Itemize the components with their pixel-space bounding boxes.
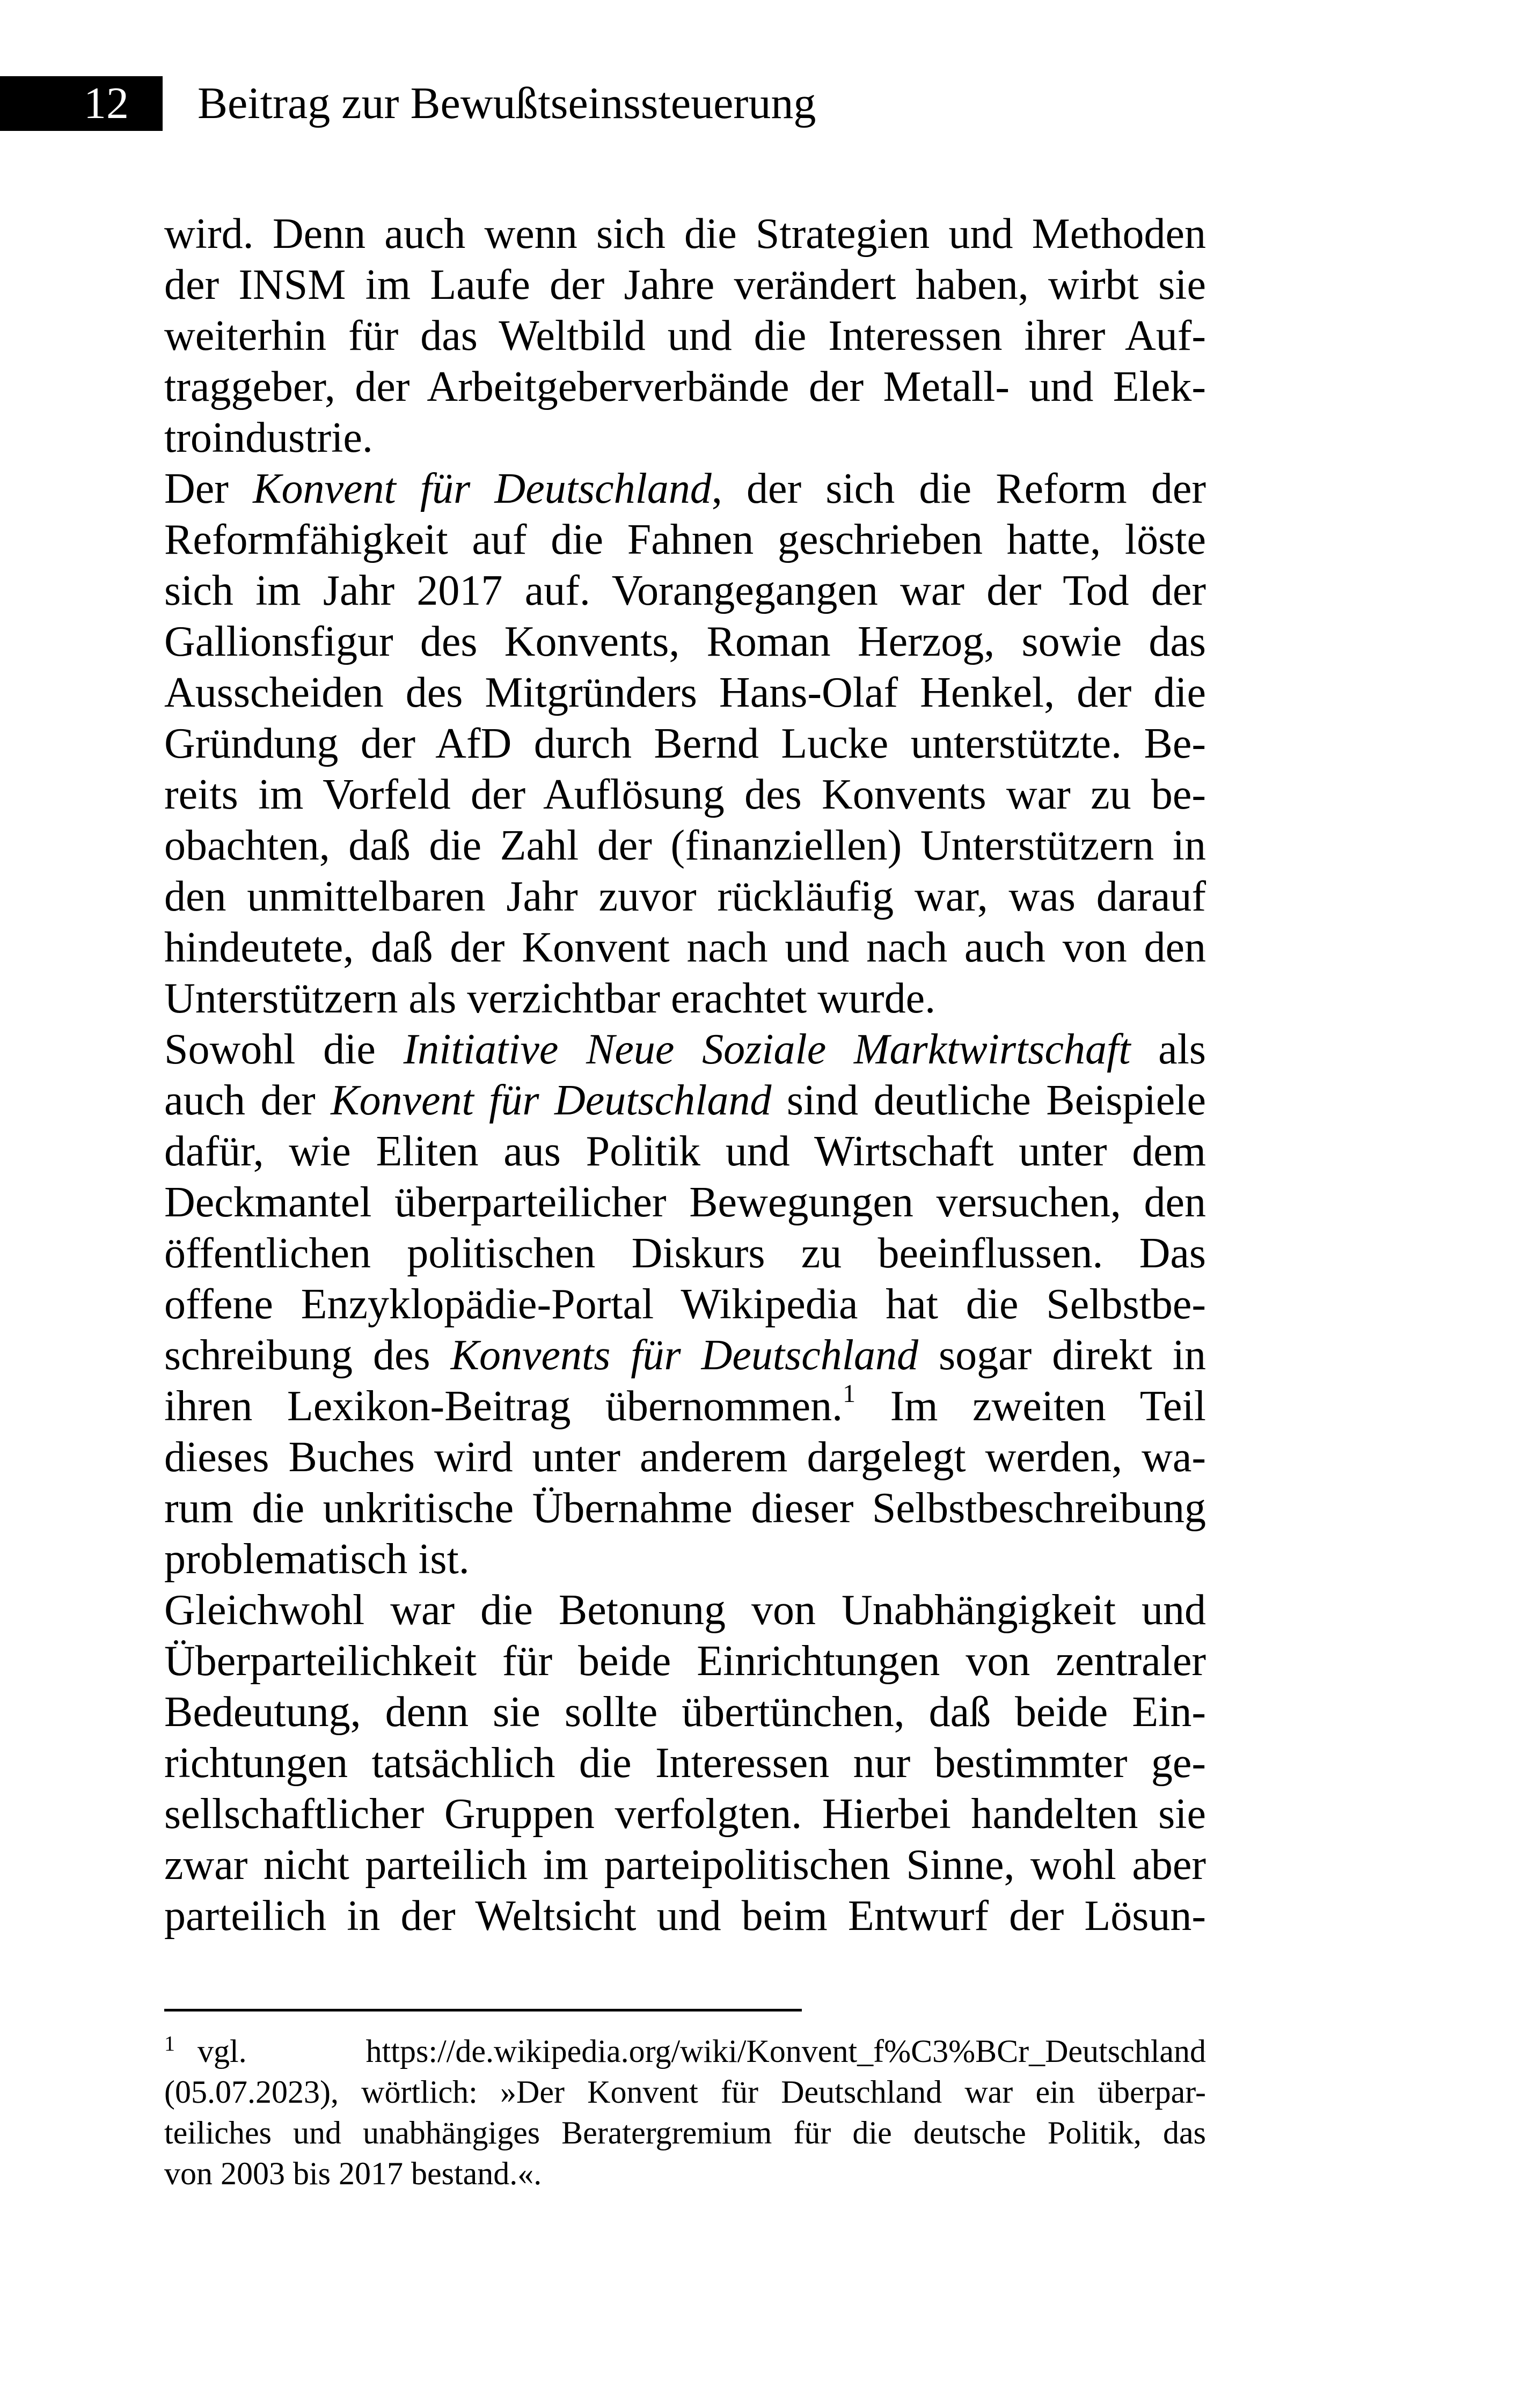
text-segment: sellschaftlicher Gruppen verfolgten. Hierbei handelten sie xyxy=(164,1790,1206,1838)
text-line xyxy=(164,769,1206,820)
text-segment: traggeber, der Arbeitgeberverbände der Metall- und Elek- xyxy=(164,363,1206,410)
italic-text: Konvent für Deutschland xyxy=(331,1077,772,1124)
text-segment: sich im Jahr 2017 auf. Vorangegangen war der Tod der xyxy=(164,567,1206,614)
text-line xyxy=(164,1891,1206,1942)
text-line xyxy=(164,1177,1206,1228)
body-text xyxy=(164,209,1206,1942)
text-line xyxy=(164,260,1206,311)
text-segment: Im zweiten Teil xyxy=(855,1383,1206,1430)
text-line xyxy=(164,1381,1206,1432)
text-line xyxy=(164,1789,1206,1840)
text-segment: parteilich in der Weltsicht und beim Entwurf der Lösun- xyxy=(164,1892,1206,1940)
text-segment: als xyxy=(1130,1026,1206,1073)
text-line xyxy=(164,1279,1206,1330)
footnote-reference: 1 xyxy=(843,1379,856,1408)
text-segment: schreibung des xyxy=(164,1332,451,1379)
text-segment: Ausscheiden des Mitgründers Hans-Olaf Henkel, der die xyxy=(164,669,1206,716)
text-segment: Reformfähigkeit auf die Fahnen geschrieben hatte, löste xyxy=(164,516,1206,563)
text-segment: der INSM im Laufe der Jahre verändert haben, wirbt sie xyxy=(164,261,1206,309)
text-line xyxy=(164,820,1206,871)
text-segment: dafür, wie Eliten aus Politik und Wirtschaft unter dem xyxy=(164,1128,1206,1175)
text-line xyxy=(164,1687,1206,1738)
text-segment: rum die unkritische Übernahme dieser Selbstbeschreibung xyxy=(164,1485,1206,1532)
text-segment: sind deutliche Beispiele xyxy=(771,1077,1206,1124)
text-line xyxy=(164,973,1206,1024)
text-segment: den unmittelbaren Jahr zuvor rückläufig war, was darauf xyxy=(164,873,1206,920)
text-segment: troindustrie. xyxy=(164,414,373,461)
text-segment: öffentlichen politischen Diskurs zu beeinflussen. Das xyxy=(164,1230,1206,1277)
text-line xyxy=(164,616,1206,667)
text-line xyxy=(164,1585,1206,1636)
footnote-line: von 2003 bis 2017 bestand.«. xyxy=(164,2156,542,2191)
text-segment: Bedeutung, denn sie sollte übertünchen, daß beide Ein- xyxy=(164,1688,1206,1736)
text-segment: weiterhin für das Weltbild und die Interessen ihrer Auf- xyxy=(164,312,1206,359)
footnote-rule xyxy=(164,2009,802,2011)
text-line xyxy=(164,1483,1206,1534)
text-line xyxy=(164,1330,1206,1381)
text-segment: offene Enzyklopädie-Portal Wikipedia hat die Selbstbe- xyxy=(164,1281,1206,1328)
text-line xyxy=(164,1126,1206,1177)
text-line xyxy=(164,362,1206,413)
text-segment: zwar nicht parteilich im parteipolitischen Sinne, wohl aber xyxy=(164,1841,1206,1889)
footnote-line: teiliches und unabhängiges Beratergremium für die deutsche Politik, das xyxy=(164,2115,1206,2150)
text-line xyxy=(164,667,1206,718)
text-line xyxy=(164,1075,1206,1126)
text-segment: , der sich die Reform der xyxy=(711,465,1206,512)
text-line xyxy=(164,718,1206,769)
italic-text: Initiative Neue Soziale Marktwirtschaft xyxy=(403,1026,1131,1073)
text-line xyxy=(164,311,1206,362)
text-line xyxy=(164,515,1206,566)
text-segment: Gründung der AfD durch Bernd Lucke unterstützte. Be- xyxy=(164,720,1206,767)
text-segment: Unterstützern als verzichtbar erachtet wurde. xyxy=(164,975,936,1022)
text-line xyxy=(164,1228,1206,1279)
text-line xyxy=(164,922,1206,973)
footnote-marker: 1 xyxy=(164,2031,175,2055)
text-line xyxy=(164,1738,1206,1789)
text-segment: sogar direkt in xyxy=(918,1332,1206,1379)
text-line xyxy=(164,1840,1206,1891)
text-line xyxy=(164,1024,1206,1075)
footnote-line: (05.07.2023), wörtlich: »Der Konvent für Deutschland war ein überpar- xyxy=(164,2074,1206,2110)
text-line xyxy=(164,413,1206,464)
text-segment: problematisch ist. xyxy=(164,1536,470,1583)
text-segment: Gleichwohl war die Betonung von Unabhängigkeit und xyxy=(164,1587,1206,1634)
page-number: 12 xyxy=(84,78,129,128)
text-segment: Der xyxy=(164,465,253,512)
text-segment: Sowohl die xyxy=(164,1026,404,1073)
text-segment: obachten, daß die Zahl der (finanziellen) Unterstützern in xyxy=(164,822,1206,869)
text-segment: wird. Denn auch wenn sich die Strategien und Methoden xyxy=(164,210,1206,258)
running-title: Beitrag zur Bewußtseinssteuerung xyxy=(198,78,816,128)
text-line xyxy=(164,1432,1206,1483)
text-line xyxy=(164,464,1206,515)
italic-text: Konvents für Deutschland xyxy=(450,1332,918,1379)
text-segment: auch der xyxy=(164,1077,331,1124)
text-line xyxy=(164,871,1206,922)
text-segment: Gallionsfigur des Konvents, Roman Herzog, sowie das xyxy=(164,618,1206,665)
text-line xyxy=(164,1636,1206,1687)
footnote xyxy=(164,2031,1206,2194)
text-line xyxy=(164,566,1206,616)
text-segment: reits im Vorfeld der Auflösung des Konvents war zu be- xyxy=(164,771,1206,818)
footnote-line: vgl. https://de.wikipedia.org/wiki/Konvent_f%C3%BCr_Deutschland xyxy=(198,2033,1206,2069)
text-segment: Deckmantel überparteilicher Bewegungen versuchen, den xyxy=(164,1179,1206,1226)
text-segment: Überparteilichkeit für beide Einrichtungen von zentraler xyxy=(164,1638,1206,1685)
text-segment: dieses Buches wird unter anderem dargelegt werden, wa- xyxy=(164,1434,1206,1481)
text-segment: richtungen tatsächlich die Interessen nur bestimmter ge- xyxy=(164,1739,1206,1787)
text-line xyxy=(164,1534,1206,1585)
italic-text: Konvent für Deutschland xyxy=(253,465,712,512)
text-line xyxy=(164,209,1206,260)
text-segment: hindeutete, daß der Konvent nach und nach auch von den xyxy=(164,924,1206,971)
text-segment: ihren Lexikon-Beitrag übernommen. xyxy=(164,1383,843,1430)
